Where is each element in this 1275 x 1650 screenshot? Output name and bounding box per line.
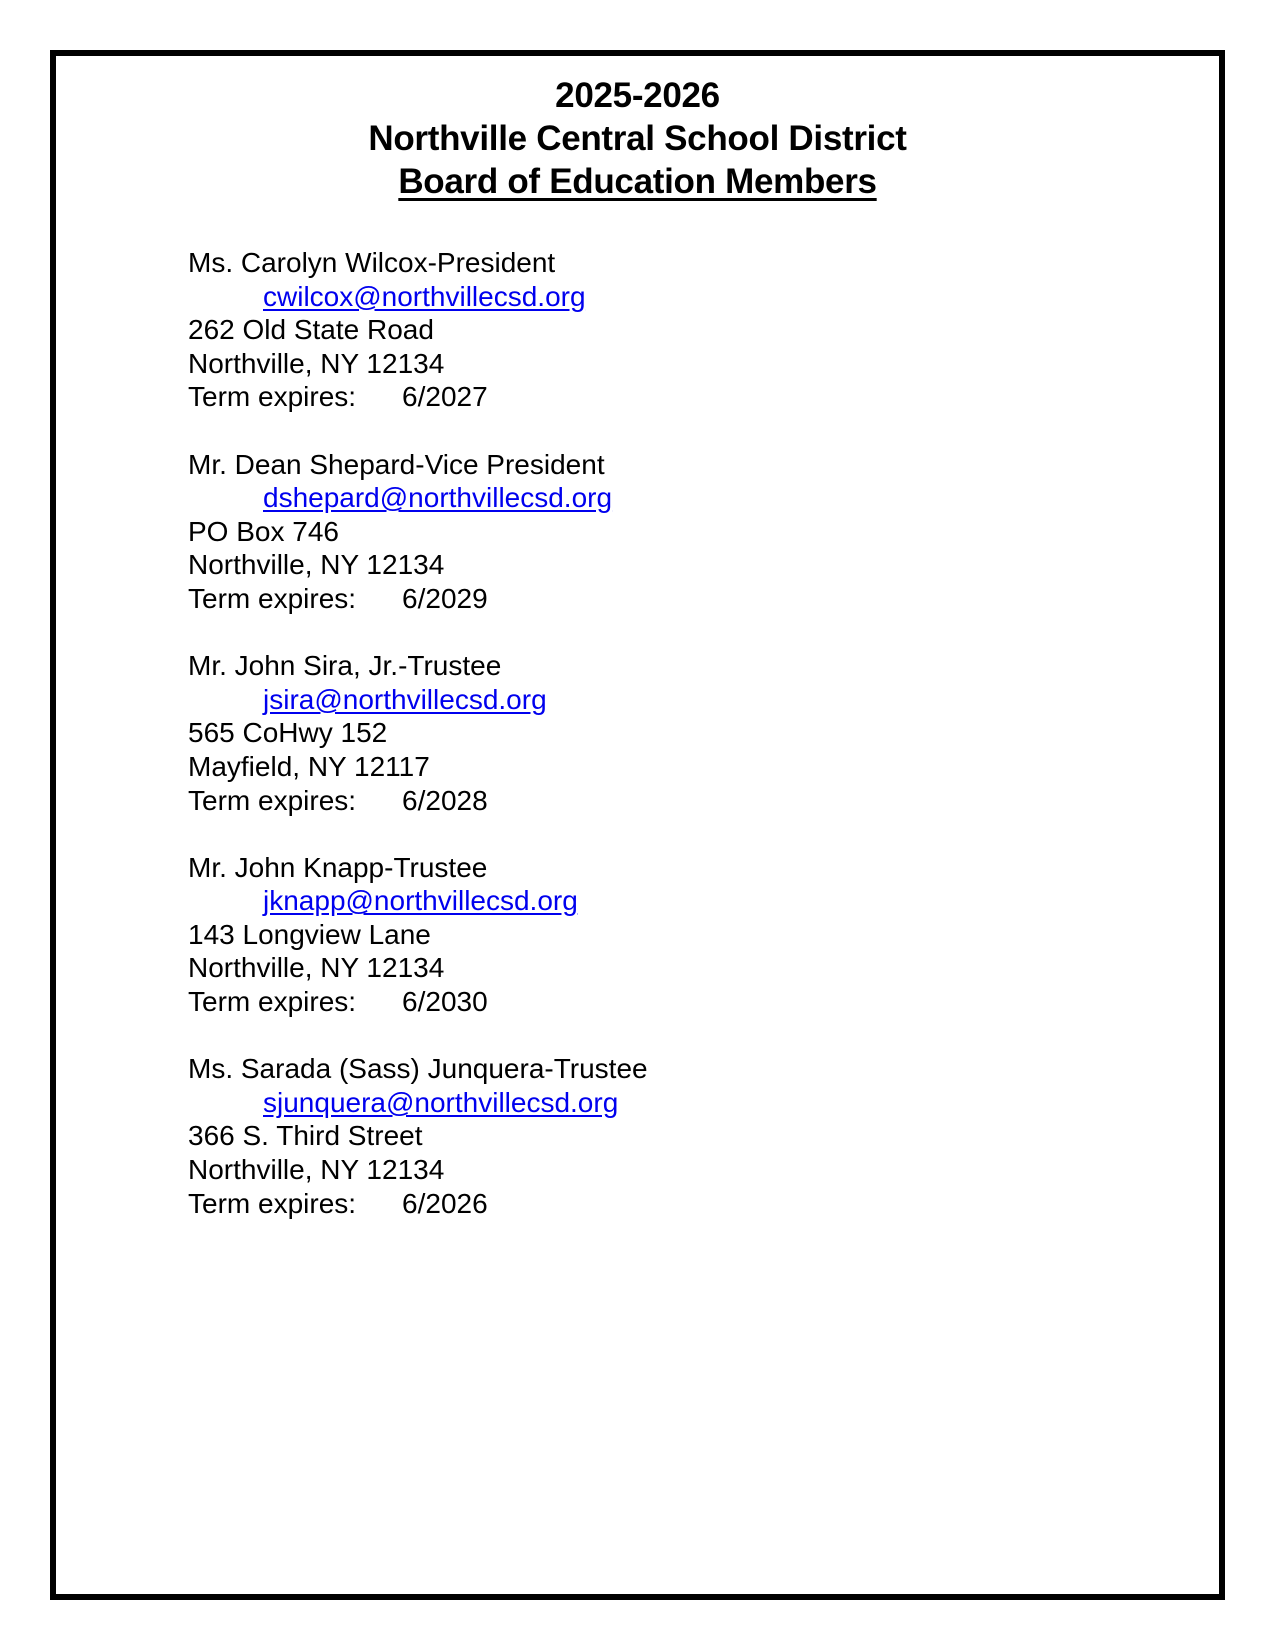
member-email-link[interactable]: sjunquera@northvillecsd.org	[263, 1086, 619, 1118]
member-name-role: Mr. John Knapp-Trustee	[188, 851, 488, 883]
member-email-link[interactable]: jsira@northvillecsd.org	[263, 683, 547, 715]
member-address-line2: Mayfield, NY 12117	[188, 750, 430, 782]
member-name-role: Mr. Dean Shepard-Vice President	[188, 448, 605, 480]
member-list	[188, 246, 648, 1254]
term-label: Term expires:	[188, 582, 357, 614]
member-address-line1: 143 Longview Lane	[188, 918, 431, 950]
member-address-line2: Northville, NY 12134	[188, 549, 445, 581]
term-expires-value: 6/2028	[402, 784, 488, 816]
member-name-role: Mr. John Sira, Jr.-Trustee	[188, 650, 502, 682]
member-entry	[188, 448, 648, 616]
member-address-line2: Northville, NY 12134	[188, 952, 445, 984]
header-year: 2025-2026	[555, 76, 720, 115]
member-entry	[188, 649, 648, 817]
term-expires-value: 6/2029	[402, 582, 488, 614]
term-label: Term expires:	[188, 1187, 357, 1219]
term-label: Term expires:	[188, 784, 357, 816]
member-name-role: Ms. Sarada (Sass) Junquera-Trustee	[188, 1053, 648, 1085]
member-address-line2: Northville, NY 12134	[188, 347, 445, 379]
member-entry	[188, 246, 648, 414]
term-expires-value: 6/2030	[402, 986, 488, 1018]
term-label: Term expires:	[188, 381, 357, 413]
header-heading: Board of Education Members	[398, 162, 877, 201]
member-email-link[interactable]: cwilcox@northvillecsd.org	[263, 280, 586, 312]
term-expires-value: 6/2026	[402, 1187, 488, 1219]
member-name-role: Ms. Carolyn Wilcox-President	[188, 247, 556, 278]
member-email-link[interactable]: dshepard@northvillecsd.org	[263, 482, 613, 514]
member-email-link[interactable]: jknapp@northvillecsd.org	[263, 885, 578, 917]
member-entry	[188, 851, 648, 1019]
member-address-line1: 565 CoHwy 152	[188, 717, 388, 749]
term-label: Term expires:	[188, 986, 357, 1018]
header-district: Northville Central School District	[368, 119, 907, 158]
member-address-line1: 262 Old State Road	[188, 314, 434, 346]
member-address-line1: 366 S. Third Street	[188, 1120, 423, 1152]
member-address-line1: PO Box 746	[188, 515, 339, 547]
term-expires-value: 6/2027	[402, 381, 488, 413]
member-address-line2: Northville, NY 12134	[188, 1154, 445, 1186]
document-header	[56, 74, 1219, 203]
member-entry	[188, 1052, 648, 1220]
